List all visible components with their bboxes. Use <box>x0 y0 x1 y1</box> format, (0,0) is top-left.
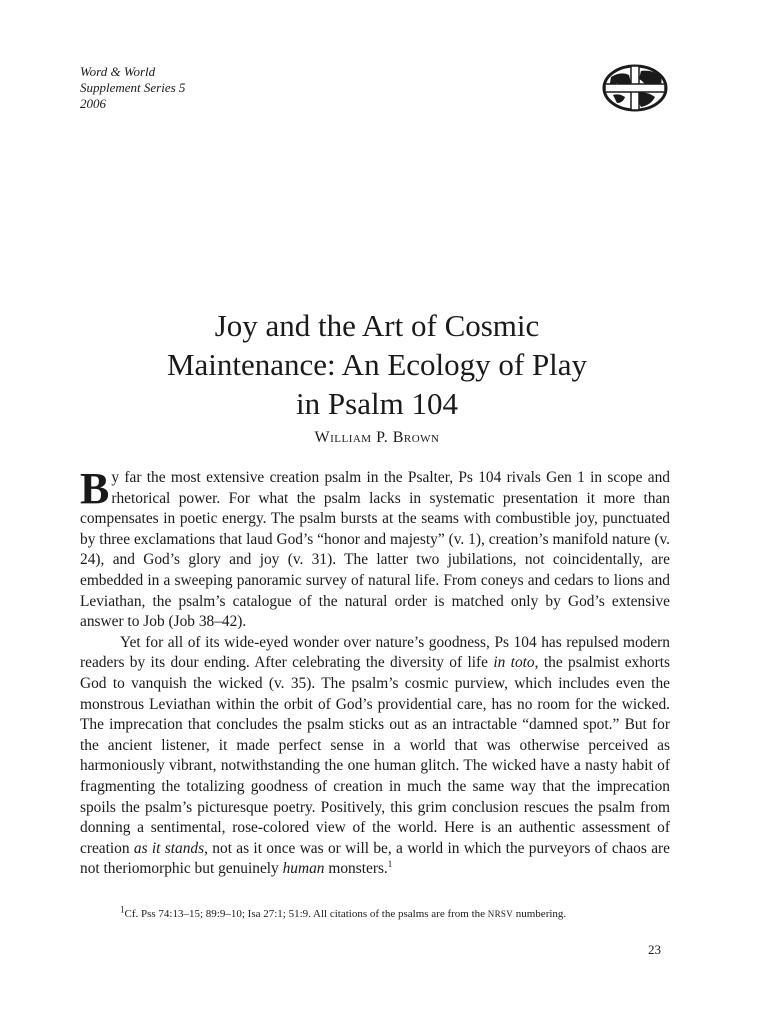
paragraph-2-text-a: Yet for all of its wide-eyed wonder over nature’s goodness, Ps 104 has repulsed modern readers by its dour ending. After celebrating the diversity of life <box>80 633 670 672</box>
footnote-text-b: numbering. <box>513 908 567 920</box>
footnote <box>120 904 680 921</box>
title-line-1: Joy and the Art of Cosmic <box>214 308 540 343</box>
globe-cross-logo-icon <box>601 63 669 113</box>
drop-cap: B <box>80 464 110 513</box>
journal-info <box>80 64 185 112</box>
paragraph-2-text-d: monsters. <box>324 860 388 878</box>
page-number: 23 <box>648 942 661 957</box>
article-author: William P. Brown <box>314 429 440 446</box>
journal-name: Word & World <box>80 64 156 79</box>
footnote-text-a: Cf. Pss 74:13–15; 89:9–10; Isa 27:1; 51:9. All citations of the psalms are from the <box>124 908 488 920</box>
article-title <box>80 306 674 423</box>
paragraph-2-italic-2: as it stands <box>133 839 205 857</box>
footnote-mark: 1 <box>120 904 125 915</box>
journal-series: Supplement Series 5 <box>80 80 186 95</box>
paragraph-1 <box>80 464 670 633</box>
title-line-2: Maintenance: An Ecology of Play <box>166 347 588 382</box>
footnote-nrsv: NRSV <box>487 909 513 919</box>
journal-year: 2006 <box>80 96 106 111</box>
paragraph-2 <box>80 633 670 880</box>
paragraph-2-italic-1: in toto <box>493 654 535 672</box>
title-line-3: in Psalm 104 <box>296 386 458 421</box>
paragraph-2-text-b: , the psalmist exhorts God to vanquish the wicked (v. 35). The psalm’s cosmic purview, which includes even the monstrous Leviathan within the orbit of God’s providential care, has no room for the wicked. The imprecation that concludes the psalm sticks out as an intractable “damned spot.” But for the ancient listener, it made perfect sense in a world that was otherwise perceived as harmoniously vibrant, notwithstanding the one human glitch. The wicked have a nasty habit of fragmenting the totalizing goodness of creation in much the same way that the imprecation spoils the psalm’s picturesque poetry. Positively, this grim conclusion rescues the psalm from donning a sentimental, rose-colored view of the world. Here is an authentic assessment of creation <box>80 654 671 857</box>
paragraph-2-text-c: , not as it once was or will be, a world in which the purveyors of chaos are not theriomorphic but genuinely <box>80 839 670 878</box>
paragraph-1-text: y far the most extensive creation psalm in the Psalter, Ps 104 rivals Gen 1 in scope and rhetorical power. For what the psalm lacks in systematic presentation it more than compensates in poetic energy. The psalm bursts at the seams with combustible joy, punctuated by three exclamations that laud God’s “honor and majesty” (v. 1), creation’s manifold nature (v. 24), and God’s glory and joy (v. 31). The latter two jubilations, not coincidentally, are embedded in a sweeping panoramic survey of natural life. From coneys and cedars to lions and Leviathan, the psalm’s catalogue of the natural order is matched only by God’s extensive answer to Job (Job 38–42). <box>80 469 670 631</box>
paragraph-2-italic-3: human <box>282 860 325 878</box>
article-body <box>80 464 671 880</box>
footnote-reference[interactable]: 1 <box>387 859 393 870</box>
